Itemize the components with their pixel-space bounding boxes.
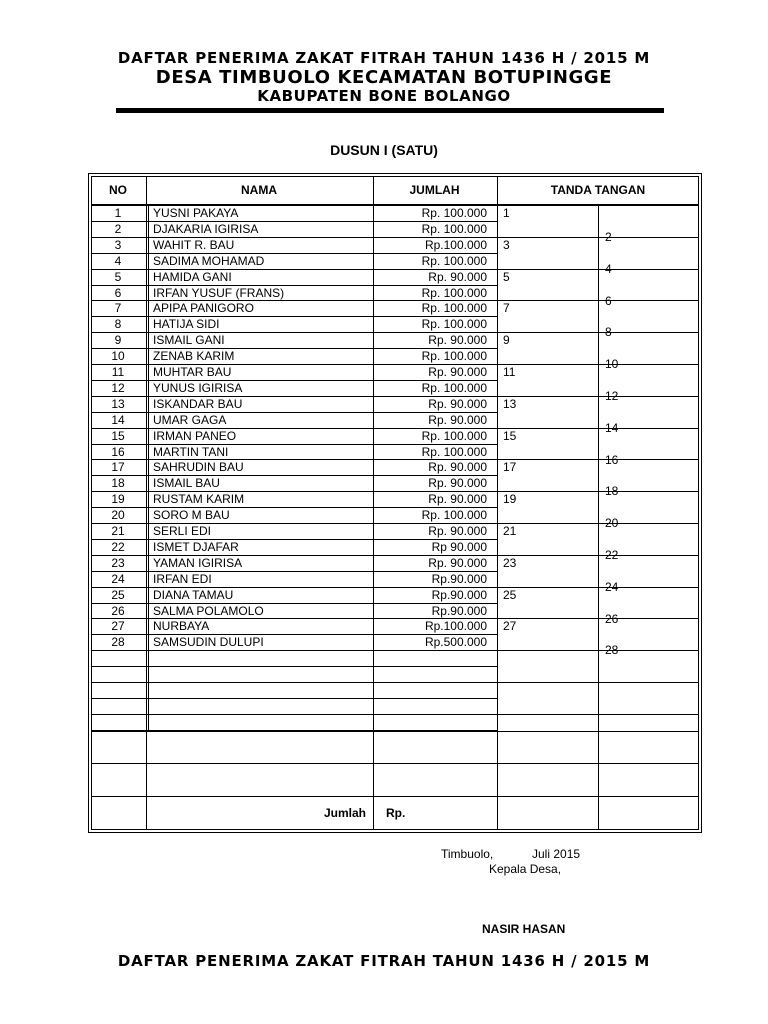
row-divider (91, 650, 497, 651)
recipient-name: SAHRUDIN BAU (153, 460, 244, 475)
signature-divider (497, 237, 699, 238)
row-number: 25 (111, 587, 125, 602)
recipient-name: SADIMA MOHAMAD (153, 253, 265, 268)
signature-number: 4 (605, 261, 612, 276)
recipient-name: HATIJA SIDI (153, 317, 220, 332)
row-divider (91, 666, 497, 667)
row-number: 11 (111, 365, 125, 379)
recipient-name: WAHIT R. BAU (153, 237, 235, 252)
signature-number: 2 (605, 229, 612, 244)
signature-number: 5 (503, 269, 510, 284)
recipient-name: ZENAB KARIM (153, 349, 235, 364)
recipient-name: ISKANDAR BAU (153, 396, 243, 411)
signature-divider (497, 428, 699, 429)
zakat-amount: Rp. 100.000 (421, 317, 487, 332)
recipient-name: SORO M BAU (153, 508, 230, 523)
signature-place: Timbuolo, (441, 847, 494, 861)
row-number: 26 (111, 603, 125, 618)
row-number: 4 (114, 253, 122, 268)
recipient-name: UMAR GAGA (153, 412, 227, 427)
recipient-name: DIANA TAMAU (153, 587, 234, 602)
row-number: 6 (114, 285, 122, 300)
row-number: 18 (111, 476, 125, 491)
row-number: 19 (111, 492, 125, 507)
zakat-amount: Rp.90.000 (431, 587, 487, 602)
row-number: 1 (114, 206, 122, 220)
signature-position: Kepala Desa, (489, 862, 562, 876)
signature-divider (497, 650, 699, 651)
regency-title (0, 87, 768, 105)
zakat-amount: Rp. 100.000 (421, 380, 487, 395)
signature-divider (497, 618, 699, 619)
row-divider (91, 714, 497, 715)
total-value: Rp. (386, 806, 406, 820)
recipient-name: YAMAN IGIRISA (153, 555, 243, 570)
signature-number: 11 (503, 365, 516, 379)
signature-number: 3 (503, 237, 510, 252)
header-divider (116, 108, 664, 113)
recipient-name: RUSTAM KARIM (153, 492, 245, 507)
row-number: 21 (111, 524, 125, 538)
signature-number: 9 (503, 333, 510, 348)
row-number: 22 (111, 539, 125, 554)
zakat-amount: Rp. 100.000 (421, 221, 487, 236)
document-title: DAFTAR PENERIMA ZAKAT FITRAH TAHUN 1436 H / 2015 M (117, 49, 651, 67)
zakat-amount: Rp. 90.000 (428, 269, 487, 284)
row-number: 27 (111, 619, 125, 634)
signature-number: 28 (605, 643, 619, 658)
row-number: 10 (111, 349, 125, 364)
repeat-title: DAFTAR PENERIMA ZAKAT FITRAH TAHUN 1436 H / 2015 M (117, 952, 651, 970)
signature-divider (497, 364, 699, 365)
zakat-amount: Rp. 90.000 (428, 396, 487, 411)
row-number: 13 (111, 396, 125, 411)
recipient-name: ISMET DJAFAR (153, 539, 239, 554)
zakat-amount: Rp. 90.000 (428, 412, 487, 427)
recipient-name: IRFAN EDI (153, 571, 212, 586)
recipient-name: SERLI EDI (153, 524, 212, 538)
row-number: 3 (114, 237, 122, 252)
row-number: 5 (114, 269, 122, 284)
signature-number: 14 (605, 420, 619, 435)
signature-divider (497, 396, 699, 397)
zakat-amount: Rp. 90.000 (428, 476, 487, 491)
village-title: DESA TIMBUOLO KECAMATAN BOTUPINGGE (155, 67, 613, 88)
column-header-nama: NAMA (241, 183, 277, 197)
row-number: 28 (111, 635, 125, 650)
recipient-name: MARTIN TANI (153, 444, 229, 459)
signature-number: 7 (503, 301, 510, 316)
recipient-name: YUSNI PAKAYA (153, 206, 239, 220)
signatory-name: NASIR HASAN (482, 922, 566, 936)
row-divider (91, 731, 699, 732)
signature-number: 15 (503, 428, 517, 443)
recipient-name: ISMAIL GANI (153, 333, 225, 348)
zakat-amount: Rp. 100.000 (421, 253, 487, 268)
zakat-amount: Rp. 100.000 (421, 508, 487, 523)
row-divider (91, 763, 699, 764)
zakat-amount: Rp. 100.000 (421, 444, 487, 459)
row-number: 9 (114, 333, 122, 348)
regency-title-text: KABUPATEN BONE BOLANGO (257, 87, 511, 105)
total-label: Jumlah (323, 806, 366, 820)
row-number: 8 (114, 317, 122, 332)
signature-divider (497, 587, 699, 588)
signature-number: 18 (605, 484, 619, 499)
signature-number: 17 (503, 460, 517, 475)
signature-number: 8 (605, 325, 612, 340)
recipient-name: MUHTAR BAU (153, 365, 232, 379)
signature-number: 10 (605, 357, 619, 372)
zakat-amount: Rp. 90.000 (428, 333, 487, 348)
signature-divider (497, 491, 699, 492)
signature-number: 23 (503, 555, 517, 570)
signature-date: Juli 2015 (532, 847, 581, 861)
signature-number: 21 (503, 524, 517, 538)
zakat-amount: Rp.90.000 (431, 603, 487, 618)
zakat-amount: Rp. 100.000 (421, 301, 487, 316)
signature-number: 25 (503, 587, 517, 602)
zakat-amount: Rp. 90.000 (428, 460, 487, 475)
row-number: 17 (111, 460, 125, 475)
zakat-amount: Rp. 90.000 (428, 365, 487, 379)
row-number: 14 (111, 412, 125, 427)
row-number: 20 (111, 508, 125, 523)
recipient-name: DJAKARIA IGIRISA (153, 221, 259, 236)
zakat-amount: Rp.100.000 (424, 237, 487, 252)
row-number: 2 (114, 221, 122, 236)
recipient-name: APIPA PANIGORO (153, 301, 254, 316)
signature-number: 13 (503, 396, 517, 411)
column-divider-signature (598, 205, 599, 830)
signature-divider (497, 459, 699, 460)
recipient-name: IRFAN YUSUF (FRANS) (153, 285, 285, 300)
column-header-tanda-tangan: TANDA TANGAN (550, 183, 646, 197)
signature-number: 16 (605, 452, 619, 467)
signature-number: 24 (605, 579, 619, 594)
zakat-amount: Rp. 90.000 (428, 555, 487, 570)
signature-number: 19 (503, 492, 517, 507)
signature-number: 1 (503, 206, 510, 220)
signature-number: 22 (605, 547, 619, 562)
signature-number: 26 (605, 611, 619, 626)
zakat-amount: Rp. 90.000 (428, 492, 487, 507)
zakat-amount: Rp. 100.000 (421, 206, 487, 220)
row-divider (91, 682, 497, 683)
recipient-name: SAMSUDIN DULUPI (153, 635, 264, 650)
signature-number: 12 (605, 388, 619, 403)
header-row-divider (91, 204, 699, 205)
zakat-amount: Rp. 100.000 (421, 285, 487, 300)
recipient-name: YUNUS IGIRISA (153, 380, 243, 395)
signature-divider (497, 523, 699, 524)
row-number: 12 (111, 380, 125, 395)
row-divider (91, 796, 699, 797)
zakat-amount: Rp. 100.000 (421, 428, 487, 443)
column-header-no: NO (109, 183, 127, 197)
zakat-amount: Rp.90.000 (431, 571, 487, 586)
row-number: 7 (114, 301, 122, 316)
signature-divider (497, 555, 699, 556)
signature-number: 20 (605, 516, 619, 531)
recipient-name: SALMA POLAMOLO (153, 603, 264, 618)
recipient-name: IRMAN PANEO (153, 428, 237, 443)
signature-divider (497, 682, 699, 683)
row-number: 15 (111, 428, 125, 443)
recipient-name: ISMAIL BAU (153, 476, 220, 491)
signature-divider (497, 269, 699, 270)
recipient-name: HAMIDA GANI (153, 269, 232, 284)
zakat-amount: Rp.100.000 (424, 619, 487, 634)
zakat-amount: Rp.500.000 (424, 635, 487, 650)
signature-divider (497, 332, 699, 333)
signature-divider (497, 300, 699, 301)
column-header-jumlah: JUMLAH (409, 183, 460, 197)
signature-number: 6 (605, 293, 612, 308)
section-title: DUSUN I (SATU) (330, 142, 438, 158)
recipient-name: NURBAYA (153, 619, 210, 634)
zakat-amount: Rp. 100.000 (421, 349, 487, 364)
row-number: 23 (111, 555, 125, 570)
zakat-amount: Rp. 90.000 (428, 524, 487, 538)
signature-divider (497, 714, 699, 715)
row-number: 16 (111, 444, 125, 459)
signature-number: 27 (503, 619, 517, 634)
row-number: 24 (111, 571, 125, 586)
zakat-amount: Rp 90.000 (431, 539, 487, 554)
row-divider (91, 698, 497, 699)
